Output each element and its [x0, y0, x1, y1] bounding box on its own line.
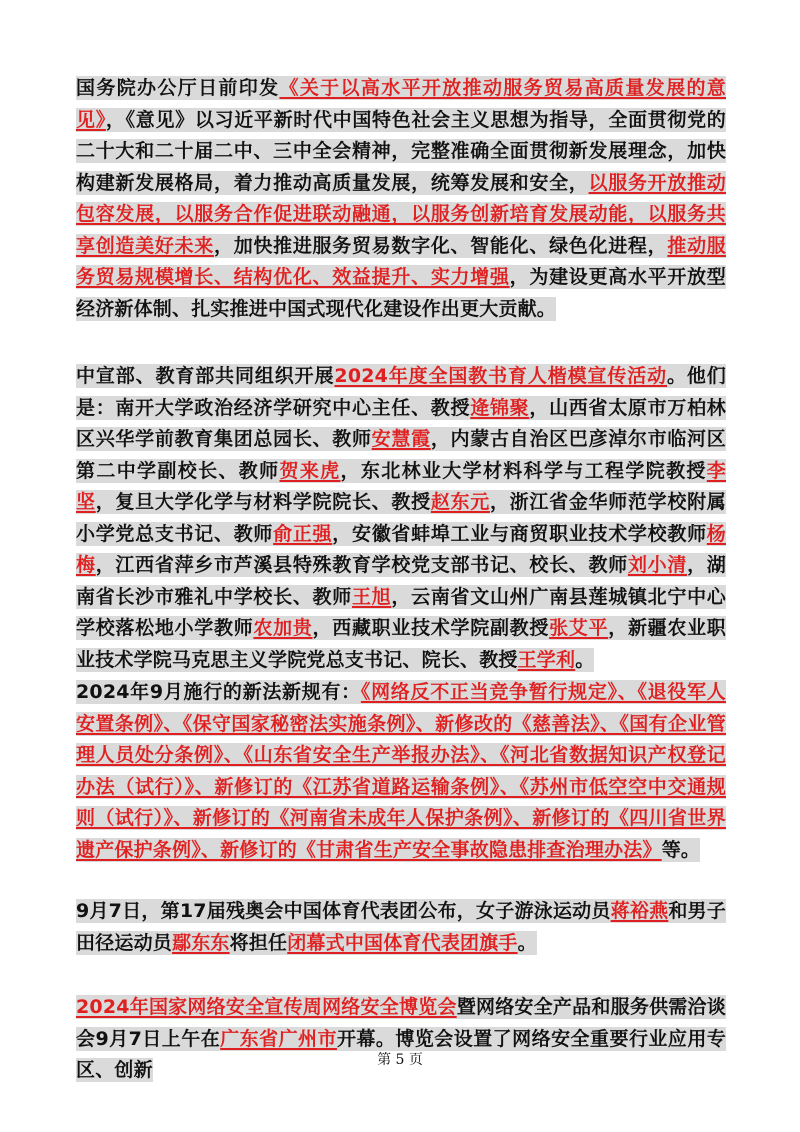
paragraph-service-trade-opinion	[76, 73, 726, 325]
body-text: 国务院办公厅日前印发	[76, 77, 280, 99]
highlighted-phrase: 《关于以高水平开放推动服务贸易高质量发展的意见》	[76, 77, 726, 131]
body-text: 暨网络安全产品和服务供需洽谈会9月7日上午在	[76, 996, 726, 1050]
body-text: ，《意见》以习近平新时代中国特色社会主义思想为指导，全面贯彻党的二十大和二十届二中、三中全会精神，完整准确全面贯彻新发展理念，加快构建新发展格局，着力推动高质量发展，统筹发展和安全，	[76, 108, 726, 194]
highlighted-phrase: 2024年国家网络安全宣传周网络安全博览会	[76, 996, 457, 1018]
page-number: 第 5 页	[377, 1052, 423, 1068]
paragraph-text	[76, 899, 726, 955]
paragraph-text	[76, 76, 726, 321]
highlighted-phrase: 张艾平	[549, 617, 609, 639]
body-text: 9月7日，第17届残奥会中国体育代表团公布，女子游泳运动员	[76, 900, 611, 922]
highlighted-phrase: 广东省广州市	[220, 1027, 337, 1050]
body-text: ，加快推进服务贸易数字化、智能化、绿色化进程，	[213, 234, 668, 257]
highlighted-phrase: 王旭	[351, 585, 392, 608]
highlighted-phrase: 2024年度全国教书育人楷模宣传活动	[334, 365, 668, 387]
highlighted-phrase: 李坚	[76, 459, 726, 513]
body-text: ，为建设更高水平开放型经济新体制、扎实推进中国式现代化建设作出更大贡献。	[76, 266, 726, 320]
highlighted-phrase: 推动服务贸易规模增长、结构优化、效益提升、实力增强	[76, 234, 726, 288]
highlighted-phrase: 蒋裕燕	[610, 900, 669, 922]
highlighted-phrase: 农加贵	[253, 617, 313, 639]
highlighted-phrase: 俞正强	[273, 522, 333, 545]
body-text: ，浙江省金华师范学校附属小学党总支书记、教师	[76, 491, 726, 545]
body-text: ，内蒙古自治区巴彦淖尔市临河区第二中学副校长、教师	[76, 428, 726, 482]
highlighted-phrase: 《网络反不正当竞争暂行规定》、《退役军人安置条例》、《保守国家秘密法实施条例》、新修改的《慈善法》、《国有企业管理人员处分条例》、《山东省安全生产举报办法》、《河北省数据知识产权登记办法（试行）》、新修订的《江苏省道路运输条例》、《苏州市低空空中交通规则（试行）》、新修订的《河南省未成年人保护条例》、新修订的《四川省世界遗产保护条例》、新修订的《甘肃省生产安全事故隐患排查治理办法》	[76, 681, 726, 861]
body-text: ，山西省太原市万柏林区兴华学前教育集团总园长、教师	[76, 396, 726, 450]
paragraph-cybersecurity-expo	[76, 992, 726, 1087]
body-text: ，东北林业大学材料科学与工程学院教授	[340, 459, 707, 482]
body-text: ，新疆农业职业技术学院马克思主义学院党总支书记、院长、教授	[76, 617, 726, 671]
highlighted-phrase: 以服务开放推动包容发展，以服务合作促进联动融通，以服务创新培育发展动能，以服务共享创造美好未来	[76, 171, 727, 257]
body-text: ，安徽省蚌埠工业与商贸职业技术学校教师	[332, 522, 707, 545]
paragraph-text	[76, 680, 726, 862]
paragraph-new-laws	[76, 677, 726, 866]
body-text: ，西藏职业技术学院副教授	[312, 617, 550, 639]
highlighted-phrase: 王学利	[517, 648, 576, 671]
body-text: 。	[517, 931, 537, 954]
paragraph-text	[76, 364, 726, 672]
highlighted-phrase: 闭幕式中国体育代表团旗手	[287, 931, 518, 954]
body-text: 中宣部、教育部共同组织开展	[76, 365, 335, 387]
paragraph-teaching-models	[76, 361, 726, 676]
highlighted-phrase: 赵东元	[430, 491, 490, 513]
body-text: 等。	[661, 838, 701, 861]
highlighted-phrase: 安慧霞	[371, 428, 431, 450]
body-text: 。他们是：南开大学政治经济学研究中心主任、教授	[76, 365, 727, 419]
body-text: ，江西省萍乡市芦溪县特殊教育学校党支部书记、校长、教师	[95, 554, 628, 576]
body-text: 和男子田径运动员	[76, 900, 726, 954]
body-text: 将担任	[229, 931, 288, 954]
body-text: 开幕。博览会设置了网络安全重要行业应用专区、创新	[76, 1027, 726, 1081]
body-text: ，复旦大学化学与材料学院院长、教授	[95, 491, 431, 513]
highlighted-phrase: 杨梅	[76, 522, 726, 576]
highlighted-phrase: 贺来虎	[279, 459, 341, 482]
highlighted-phrase: 鄢东东	[172, 931, 230, 954]
body-text: ，湖南省长沙市雅礼中学校长、教师	[76, 554, 726, 608]
highlighted-phrase: 逄锦聚	[470, 396, 530, 419]
body-text: 。	[575, 648, 595, 671]
body-text: 2024年9月施行的新法新规有：	[76, 681, 361, 703]
paragraph-paralympic-flagbearers	[76, 896, 726, 959]
body-text: ，云南省文山州广南县莲城镇北宁中心学校落松地小学教师	[76, 585, 726, 639]
highlighted-phrase: 刘小清	[627, 554, 688, 576]
